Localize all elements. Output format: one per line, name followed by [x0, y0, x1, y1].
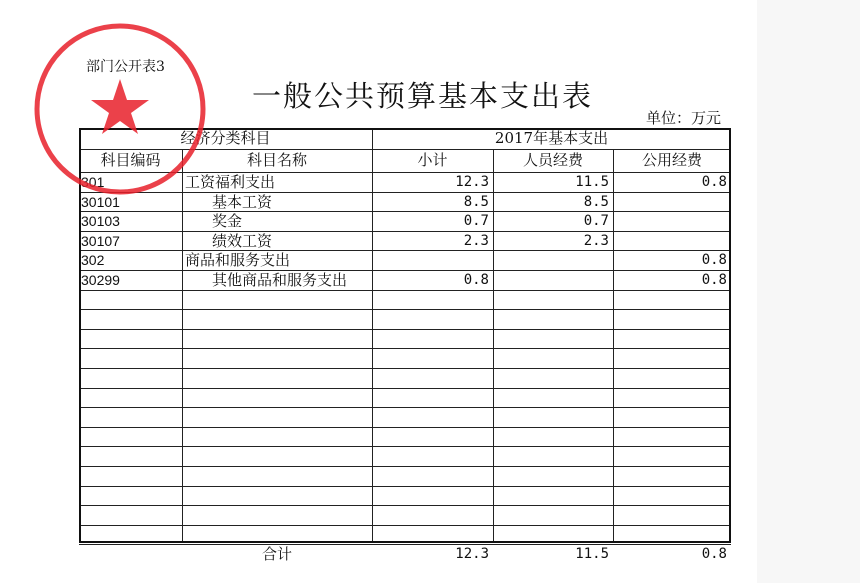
- column-group-basic-expenditure: 2017年基本支出: [494, 129, 609, 147]
- table-row-personnel: 0.7: [583, 213, 609, 229]
- table-row-personnel: 2.3: [583, 233, 609, 249]
- table-row-public: 0.8: [701, 272, 727, 288]
- table-grid-line: [79, 544, 731, 545]
- table-row-code: 301: [81, 174, 105, 190]
- table-row-name: 奖金: [212, 212, 243, 230]
- table-row-subtotal: 2.3: [463, 233, 489, 249]
- table-row-subtotal: 12.3: [455, 174, 489, 190]
- unit-label: 单位：万元: [646, 109, 722, 127]
- table-row-name: 基本工资: [212, 193, 273, 211]
- column-header-public: 公用经费: [641, 151, 702, 169]
- table-border: [79, 128, 731, 543]
- table-row-subtotal: 0.8: [463, 272, 489, 288]
- page-title: 一般公共预算基本支出表: [252, 79, 594, 113]
- total-public: 0.8: [701, 546, 727, 562]
- column-group-economic: 经济分类科目: [180, 129, 271, 147]
- table-row-code: 30299: [81, 272, 120, 288]
- table-row-name: 绩效工资: [212, 232, 273, 250]
- seal-star-icon: [91, 79, 149, 134]
- column-header-name: 科目名称: [246, 151, 307, 169]
- table-row-code: 302: [81, 252, 105, 268]
- total-personnel: 11.5: [575, 546, 609, 562]
- table-row-subtotal: 8.5: [463, 194, 489, 210]
- column-header-subtotal: 小计: [417, 151, 448, 169]
- table-row-name: 商品和服务支出: [185, 251, 291, 269]
- table-row-public: 0.8: [701, 252, 727, 268]
- total-subtotal: 12.3: [455, 546, 489, 562]
- table-row-code: 30107: [81, 233, 120, 249]
- expenditure-table: [79, 128, 731, 563]
- total-label: 合计: [261, 545, 292, 563]
- table-row-public: 0.8: [701, 174, 727, 190]
- table-row-subtotal: 0.7: [463, 213, 489, 229]
- table-row-name: 其他商品和服务支出: [212, 271, 348, 289]
- table-row-personnel: 8.5: [583, 194, 609, 210]
- form-code: 部门公开表3: [86, 59, 165, 75]
- table-row-personnel: 11.5: [575, 174, 609, 190]
- column-header-code: 科目编码: [100, 151, 161, 169]
- table-row-code: 30101: [81, 194, 120, 210]
- page-margin: [757, 0, 860, 583]
- table-row-code: 30103: [81, 213, 120, 229]
- column-header-personnel: 人员经费: [522, 151, 583, 169]
- table-row-name: 工资福利支出: [185, 173, 276, 191]
